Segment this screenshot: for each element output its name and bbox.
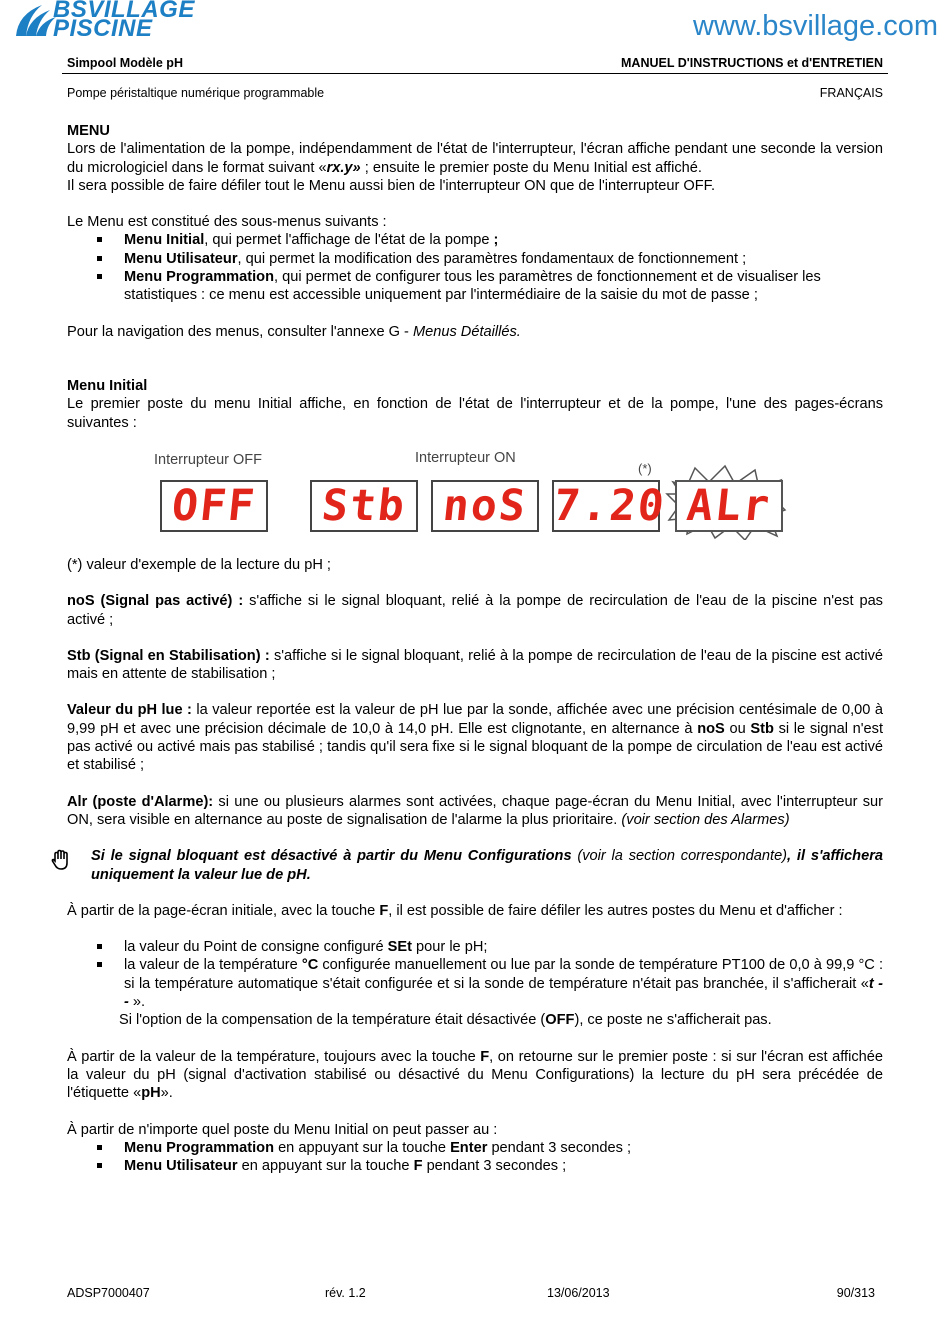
text: configurée manuellement ou lue par la sonde de température PT100 de 0,0 à 99,9 °C : si la température automatique s'était configurée et si la sonde de température n'était pas branchée, il s'afficherait « [124,957,884,992]
term: OFF [545,1012,575,1029]
term: Menu Utilisateur [124,1158,238,1175]
menu-paragraph-1 [67,140,883,177]
menu-paragraph-2: Il sera possible de faire défiler tout le Menu aussi bien de l'interrupteur ON que de l'interrupteur OFF. [67,177,716,194]
alarm-description [67,793,883,830]
scroll-list [67,938,883,1011]
revision: rév. 1.2 [325,1286,366,1300]
term: Stb (Signal en Stabilisation) : [67,647,270,664]
item-text: , qui permet la modification des paramètres fondamentaux de fonctionnement ; [237,250,747,267]
term: noS (Signal pas activé) : [67,593,244,610]
list-item [67,231,883,249]
logo-text [53,0,195,42]
key-enter: Enter [450,1139,488,1156]
text: ». [160,1085,173,1102]
text: la valeur reportée est la valeur de pH lue par la sonde, affichée avec une précision centésimale de 0,00 à 9,99 pH et avec une précision décimale de 10,0 à 14,0 pH. Elle est clignotante, en alternance à [67,702,883,737]
list-item [67,1157,883,1175]
section-reference: (voir section des Alarmes) [621,811,790,828]
item-tail: ; [493,232,499,249]
item-bold: Menu Utilisateur [124,250,238,267]
model-name: Simpool Modèle pH [67,56,183,70]
ph-description [67,701,883,774]
text: pour le pH; [412,939,488,956]
term: Stb [750,720,774,737]
key-f: F [480,1048,490,1065]
text: ; ensuite le premier poste du Menu Initial est affiché. [360,159,702,176]
text: pendant 3 secondes ; [422,1158,567,1175]
text: Lors de l'alimentation de la pompe, indépendamment de l'état de l'interrupteur, l'écran affiche pendant une seconde la version du micrologiciel dans le format suivant « [67,141,883,176]
text: , on retourne sur le premier poste : si sur l'écran est affichée la valeur du pH (signal d'activation stabilisé ou désactivé du Menu Configurations) la lecture du pH sera précédée de l'étiquette « [67,1048,883,1102]
initial-content [67,556,883,1175]
document-subtitle: Pompe péristaltique numérique programmable [67,86,325,100]
display-text: Stb [319,481,409,531]
display-text: ALr [684,481,774,531]
off-note [67,1011,883,1029]
section-title-initial: Menu Initial [67,377,148,394]
display-text: noS [440,481,530,531]
submenu-list [67,231,883,304]
logo-line1: BSVILLAGE [53,0,195,23]
menu-paragraph-3: Le Menu est constitué des sous-menus suivants : [67,214,387,231]
temperature-paragraph [67,1048,883,1103]
note-italic: (voir la section correspondante) [571,848,788,865]
manual-title: MANUEL D'INSTRUCTIONS et d'ENTRETIEN [621,56,883,70]
important-note [67,847,883,884]
term: Menu Programmation [124,1139,275,1156]
date: 13/06/2013 [547,1286,610,1300]
text: s'affiche si le signal bloquant, relié à la pompe de recirculation de l'eau de la piscine n'est pas activé ; [67,593,883,628]
label-asterisk: (*) [638,461,652,476]
text: si une ou plusieurs alarmes sont activées, chaque page-écran du Menu Initial, avec l'interrupteur sur ON, sera visible en alternance au poste de signalisation de l'alarme la plus prioritaire. [67,793,883,828]
website-url: www.bsvillage.com [693,10,938,42]
label-switch-off: Interrupteur OFF [154,452,262,468]
text: en appuyant sur la touche [274,1139,451,1156]
list-item [67,956,883,1011]
term: t - - [124,975,883,1011]
list-item [67,1139,883,1157]
text: si le signal n'est pas activé ou activé mais pas stabilisé ; tandis qu'il sera fixe si le signal bloquant de la pompe de circulation de l'eau est activé et stabilisé ; [67,720,883,774]
term: SEt [387,939,412,956]
text: À partir de la page-écran initiale, avec la touche [67,902,380,919]
section-title-menu: MENU [67,123,110,139]
logo-line2: PISCINE [53,15,153,42]
scroll-paragraph [67,902,883,920]
text: , il est possible de faire défiler les autres postes du Menu et d'afficher : [388,902,843,919]
text: la valeur de la température [124,957,302,974]
note-bold: Si le signal bloquant est désactivé à partir du Menu Configurations [91,848,572,865]
display-stb [310,480,418,532]
term: noS [697,720,725,737]
text: ou [724,720,751,737]
term: °C [301,957,319,974]
term: Alr (poste d'Alarme): [67,793,214,810]
nos-description [67,592,883,629]
example-note: (*) valeur d'exemple de la lecture du pH ; [67,557,331,573]
item-bold: Menu Initial [124,232,205,249]
annex-reference: Menus Détaillés. [412,323,521,340]
display-ph-value [551,480,669,532]
language-label: FRANÇAIS [819,86,883,100]
initial-paragraph-1: Le premier poste du menu Initial affiche, en fonction de l'état de l'interrupteur et de la pompe, l'une des pages-écrans suivantes : [67,396,883,431]
text: s'affiche si le signal bloquant, relié à la pompe de recirculation de l'eau de la piscine est activé mais en attente de stabilisation ; [67,647,884,683]
display-nos [431,480,539,532]
text: À partir de la valeur de la température, toujours avec la touche [67,1048,481,1065]
text: Pour la navigation des menus, consulter l'annexe G - [67,323,413,340]
any-item-paragraph: À partir de n'importe quel poste du Menu Initial on peut passer au : [67,1121,498,1138]
item-text: , qui permet l'affichage de l'état de la pompe [204,232,494,249]
list-item [67,250,883,268]
item-text: , qui permet de configurer tous les paramètres de fonctionnement et de visualiser les statistiques : ce menu est accessible uniquement par l'intermédiaire de la saisie du mot de passe ; [124,269,821,304]
text: pendant 3 secondes ; [487,1139,632,1156]
display-text: 7.20 [551,481,669,531]
display-text: OFF [169,481,259,531]
list-item [67,268,883,305]
stb-description [67,647,883,684]
text: en appuyant sur la touche [237,1158,414,1175]
text: Si l'option de la compensation de la température était désactivée ( [119,1012,546,1029]
display-off [160,480,268,532]
text: la valeur du Point de consigne configuré [124,939,388,956]
page-number: 90/313 [836,1286,875,1300]
term: pH [141,1085,161,1102]
key-f: F [413,1158,423,1175]
item-bold: Menu Programmation [124,269,275,286]
display-screens-figure [150,448,790,540]
navigation-note [67,323,883,341]
list-item [67,938,883,956]
key-f: F [379,902,389,919]
note-bold: , il s'affichera uniquement la valeur lue de pH. [91,848,883,883]
label-switch-on: Interrupteur ON [415,450,516,466]
document-code: ADSP7000407 [67,1286,150,1300]
text: ». [128,994,146,1011]
header-divider [62,73,888,74]
display-alarm [675,480,783,532]
shortcut-list [67,1139,883,1176]
term: Valeur du pH lue : [67,702,192,719]
text: ), ce poste ne s'afficherait pas. [574,1012,772,1029]
page-content [67,122,883,432]
hand-warning-icon [51,849,71,871]
firmware-format: rx.y» [326,159,361,176]
